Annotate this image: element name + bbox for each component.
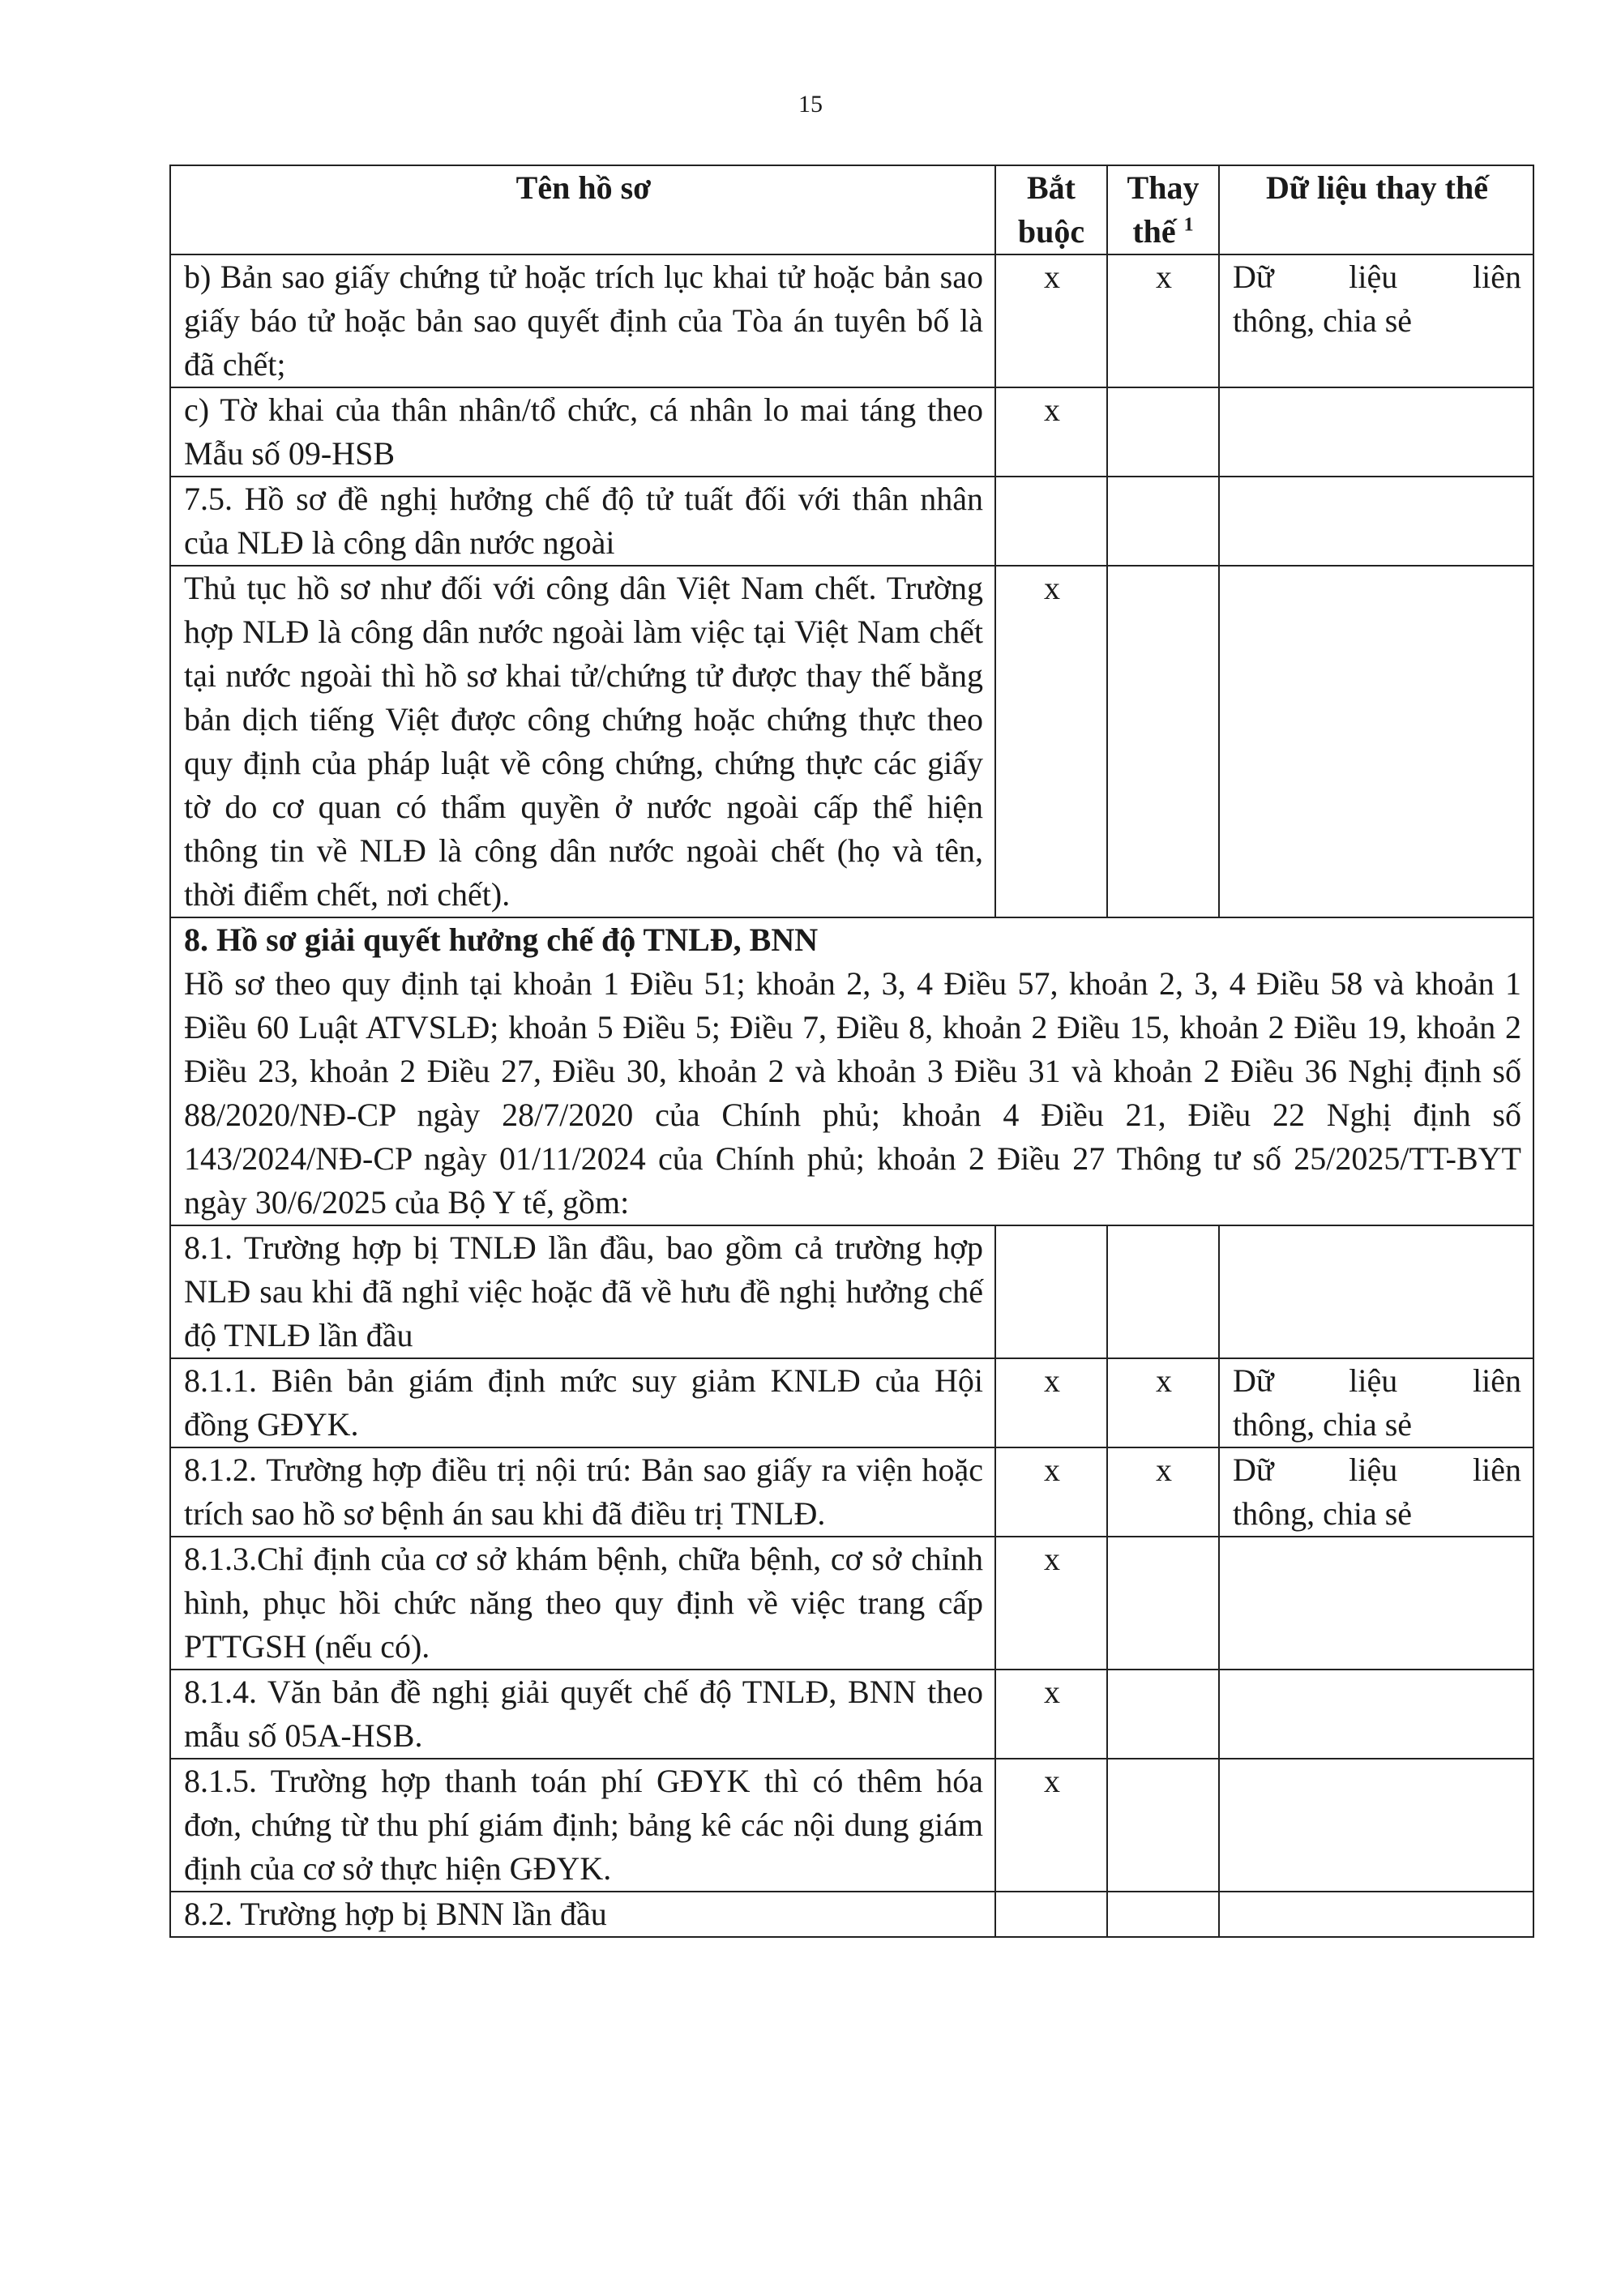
required-mark: x: [995, 1447, 1107, 1537]
table-row: [170, 1225, 1533, 1358]
replace-mark: [1107, 566, 1219, 917]
page-number: 15: [798, 91, 823, 118]
section-heading: 8. Hồ sơ giải quyết hưởng chế độ TNLĐ, BNN: [184, 921, 819, 958]
required-mark: x: [995, 1670, 1107, 1759]
replace-data-line2: thông, chia sẻ: [1233, 302, 1413, 339]
replace-data-line1: Dữ liệu liên: [1233, 259, 1521, 295]
row-name-cell: 8.1.1. Biên bản giám định mức suy giảm KNLĐ của Hội đồng GĐYK.: [170, 1358, 995, 1447]
row-name-cell: 8.1.5. Trường hợp thanh toán phí GĐYK thì có thêm hóa đơn, chứng từ thu phí giám định; bảng kê các nội dung giám định của cơ sở thực hiện GĐYK.: [170, 1759, 995, 1892]
col-header-replace: [1107, 165, 1219, 254]
required-mark: [995, 1892, 1107, 1937]
table-row: [170, 1447, 1533, 1537]
required-mark: x: [995, 1537, 1107, 1670]
replace-data-line2: thông, chia sẻ: [1233, 1406, 1413, 1443]
table-row-section: [170, 917, 1533, 1225]
subsection-heading: 8.1. Trường hợp bị TNLĐ lần đầu, bao gồm cả trường hợp NLĐ sau khi đã nghỉ việc hoặc đã về hưu đề nghị hưởng chế độ TNLĐ lần đầu: [170, 1225, 995, 1358]
replace-mark: [1107, 387, 1219, 477]
replace-data-cell: [1219, 1759, 1533, 1892]
required-mark: x: [995, 254, 1107, 387]
replace-mark: [1107, 1225, 1219, 1358]
subsection-heading: 8.2. Trường hợp bị BNN lần đầu: [170, 1892, 995, 1937]
replace-mark: [1107, 1670, 1219, 1759]
table-row: [170, 1892, 1533, 1937]
replace-data-line1: Dữ liệu liên: [1233, 1362, 1521, 1399]
replace-mark: [1107, 477, 1219, 566]
col-header-replace-label: Thay thế: [1127, 169, 1200, 250]
row-name-cell: Thủ tục hồ sơ như đối với công dân Việt Nam chết. Trường hợp NLĐ là công dân nước ngoài làm việc tại Việt Nam chết tại nước ngoài thì hồ sơ khai tử/chứng tử được thay thế bằng bản dịch tiếng Việt được công chứng hoặc chứng thực theo quy định của pháp luật về công chứng, chứng thực các giấy tờ do cơ quan có thẩm quyền ở nước ngoài cấp thể hiện thông tin về NLĐ là công dân nước ngoài chết (họ và tên, thời điểm chết, nơi chết).: [170, 566, 995, 917]
required-mark: x: [995, 566, 1107, 917]
table-row: [170, 1358, 1533, 1447]
table-row: [170, 1759, 1533, 1892]
replace-data-cell: [1219, 477, 1533, 566]
replace-data-cell: [1219, 387, 1533, 477]
replace-data-cell: [1219, 1670, 1533, 1759]
replace-data-cell: [1219, 1358, 1533, 1447]
section-cell: [170, 917, 1533, 1225]
replace-data-cell: [1219, 1537, 1533, 1670]
required-mark: [995, 477, 1107, 566]
required-mark: x: [995, 387, 1107, 477]
col-header-required: Bắt buộc: [995, 165, 1107, 254]
replace-data-cell: [1219, 566, 1533, 917]
table-row: [170, 566, 1533, 917]
col-header-name: Tên hồ sơ: [170, 165, 995, 254]
replace-mark: x: [1107, 1358, 1219, 1447]
replace-mark: [1107, 1892, 1219, 1937]
replace-data-line2: thông, chia sẻ: [1233, 1495, 1413, 1532]
row-name-cell: 8.1.3.Chỉ định của cơ sở khám bệnh, chữa bệnh, cơ sở chỉnh hình, phục hồi chức năng theo quy định về việc trang cấp PTTGSH (nếu có).: [170, 1537, 995, 1670]
table-row: [170, 254, 1533, 387]
required-mark: x: [995, 1759, 1107, 1892]
row-name-cell: 8.1.4. Văn bản đề nghị giải quyết chế độ TNLĐ, BNN theo mẫu số 05A-HSB.: [170, 1670, 995, 1759]
document-table: [169, 165, 1534, 1938]
replace-data-cell: [1219, 1447, 1533, 1537]
table-row: [170, 1537, 1533, 1670]
replace-mark: x: [1107, 254, 1219, 387]
table-row: [170, 1670, 1533, 1759]
replace-mark: [1107, 1537, 1219, 1670]
row-name-cell: c) Tờ khai của thân nhân/tổ chức, cá nhân lo mai táng theo Mẫu số 09-HSB: [170, 387, 995, 477]
required-mark: [995, 1225, 1107, 1358]
table-row: [170, 387, 1533, 477]
row-name-cell: 7.5. Hồ sơ đề nghị hưởng chế độ tử tuất đối với thân nhân của NLĐ là công dân nước ngoài: [170, 477, 995, 566]
section-text: Hồ sơ theo quy định tại khoản 1 Điều 51; khoản 2, 3, 4 Điều 57, khoản 2, 3, 4 Điều 58 và khoản 1 Điều 60 Luật ATVSLĐ; khoản 5 Điều 5; Điều 7, Điều 8, khoản 2 Điều 15, khoản 2 Điều 19, khoản 2 Điều 23, khoản 2 Điều 27, Điều 30, khoản 2 và khoản 3 Điều 31 và khoản 2 Điều 36 Nghị định số 88/2020/NĐ-CP ngày 28/7/2020 của Chính phủ; khoản 4 Điều 21, Điều 22 Nghị định số 143/2024/NĐ-CP ngày 01/11/2024 của Chính phủ; khoản 2 Điều 27 Thông tư số 25/2025/TT-BYT ngày 30/6/2025 của Bộ Y tế, gồm:: [184, 965, 1521, 1221]
replace-mark: x: [1107, 1447, 1219, 1537]
row-name-cell: b) Bản sao giấy chứng tử hoặc trích lục khai tử hoặc bản sao giấy báo tử hoặc bản sao quyết định của Tòa án tuyên bố là đã chết;: [170, 254, 995, 387]
row-name-cell: 8.1.2. Trường hợp điều trị nội trú: Bản sao giấy ra viện hoặc trích sao hồ sơ bệnh án sau khi đã điều trị TNLĐ.: [170, 1447, 995, 1537]
footnote-marker: 1: [1183, 214, 1194, 236]
replace-data-cell: [1219, 1225, 1533, 1358]
table-row: [170, 477, 1533, 566]
table-header-row: [170, 165, 1533, 254]
replace-data-line1: Dữ liệu liên: [1233, 1452, 1521, 1488]
col-header-replace-data: Dữ liệu thay thế: [1219, 165, 1533, 254]
replace-data-cell: [1219, 1892, 1533, 1937]
replace-data-cell: [1219, 254, 1533, 387]
replace-mark: [1107, 1759, 1219, 1892]
required-mark: x: [995, 1358, 1107, 1447]
